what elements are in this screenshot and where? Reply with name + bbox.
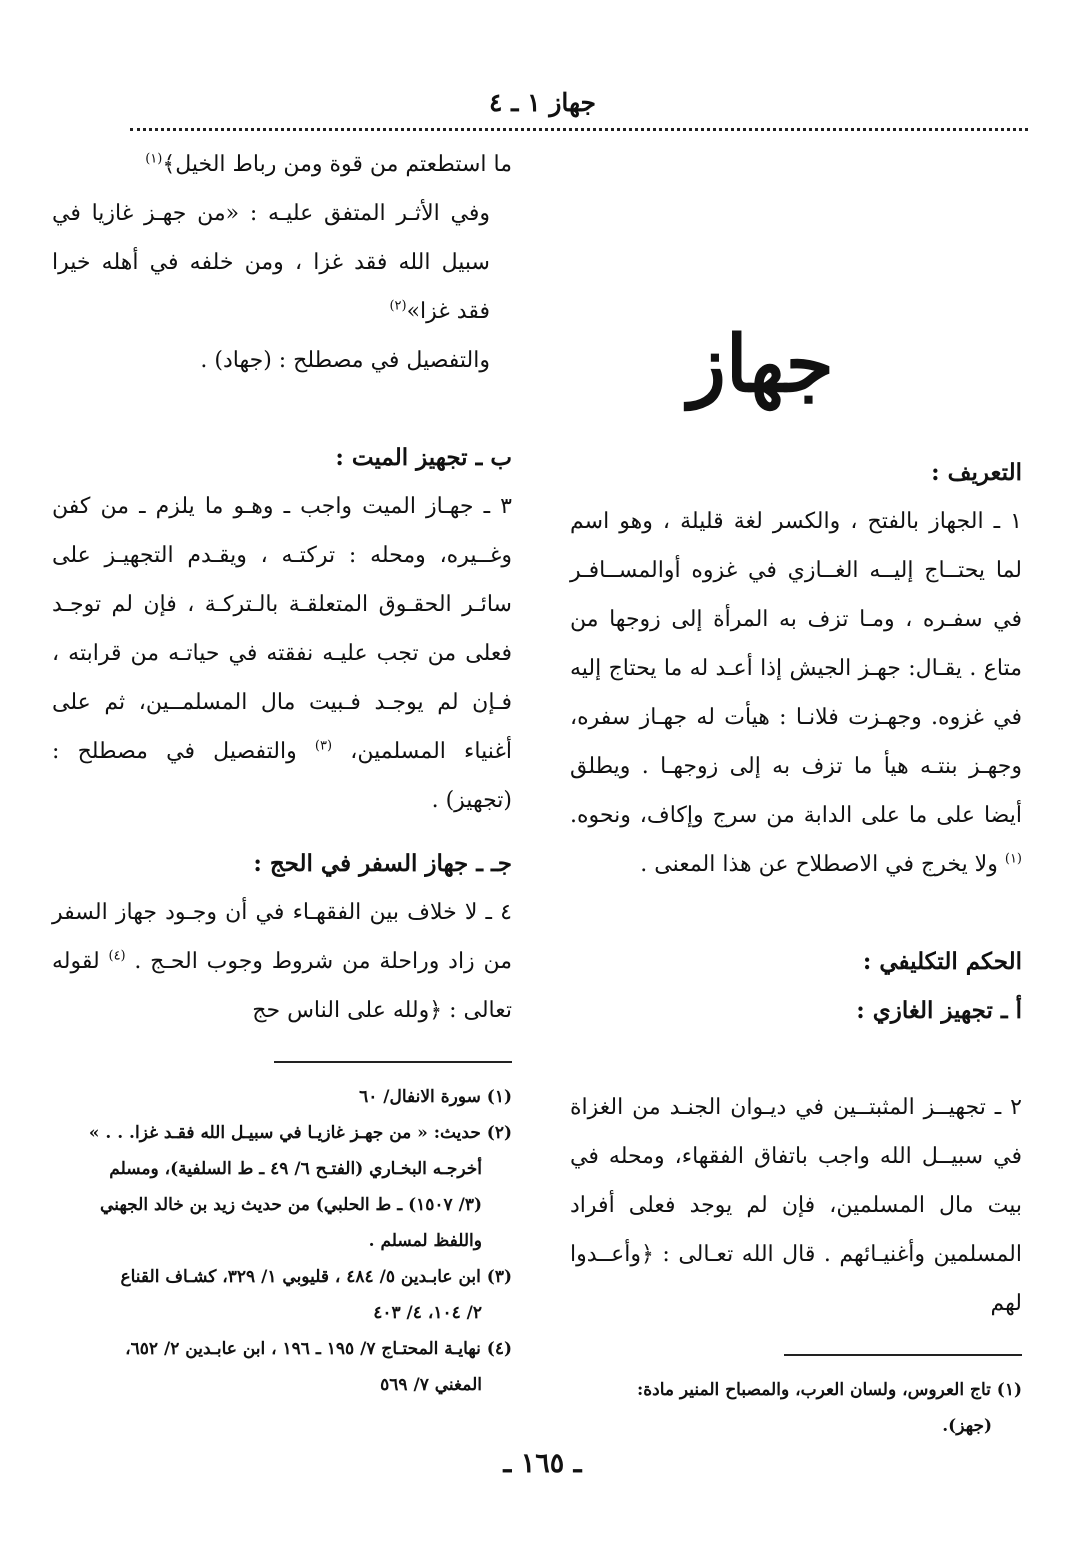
heading-equipping-warrior: أ ـ تجهيز الغازي : (856, 997, 1022, 1024)
footnote-left-3: (٣) ابن عابـدين ٥/ ٤٨٤ ، قليوبي ١/ ٣٢٩، كشـاف القناع (120, 1267, 512, 1287)
paragraph-3 (52, 482, 512, 825)
entry-title: جهاز (688, 319, 834, 410)
footnote-right-1-cont: (جهز). (942, 1416, 992, 1436)
footnote-right-1: (١) تاج العروس، ولسان العرب، والمصباح المنير مادة: (636, 1380, 1022, 1400)
heading-equipping-deceased: ب ـ تجهيز الميت : (335, 444, 512, 471)
heading-ruling: الحكم التكليفي : (862, 948, 1022, 975)
footnote-left-2-line-2: أخرجـه البخـاري (الفتـح ٦/ ٤٩ ـ ط السلفية)، ومسلم (109, 1159, 482, 1179)
footnote-left-2-line-4: واللفظ لمسلم . (368, 1231, 482, 1251)
footnote-ref-left-1: (١) (145, 151, 163, 167)
paragraph-4 (52, 888, 512, 1035)
header-dotted-rule (130, 128, 1028, 131)
paragraph-3-text: ٣ ـ جهـاز الميت واجب ـ وهـو ما يلزم ـ من كفن وغــيره، ومحله : تركتـه ، ويقـدم التجهيـز على سائـر الحقـوق المتعلقـة بالـتركـة ، فإن لم توجـد فعلى من تجب عليـه نفقته في حياتـه من قرابته ، فـإن لم يوجـد فـبيت مال المسلمــين، ثم على أغنياء المسلمين، (52, 494, 512, 764)
quran-continuation (52, 140, 512, 189)
footnote-ref-left-4: (٤) (108, 948, 126, 964)
athar-paragraph (52, 189, 512, 336)
footnote-ref-left-3: (٣) (314, 738, 333, 754)
footnote-separator-left (274, 1061, 512, 1063)
footnote-left-2-line-3: (٣/ ١٥٠٧) ـ ط الحلبي) من حديث زيد بن خالد الجهني (100, 1195, 482, 1215)
paragraph-2: ٢ ـ تجهيــز المثبتــين في ديـوان الجنـد من الغزاة في سبيــل الله واجب باتفاق الفقهاء، ومحله في بيت مال المسلمين، فإن لم يوجد فعلى أفراد المسلمين وأغنيـائهم . قال الله تعـالى : ﴿وأعــدوا لهم (570, 1095, 1022, 1316)
athar-text: وفي الأثـر المتفق عليـه : «من جهـز غازيا في سبيل الله فقد غزا ، ومن خلفه في أهله خيرا فقد غزا» (52, 201, 490, 324)
heading-travel-equipment-hajj: جـ ـ جهاز السفر في الحج : (253, 850, 512, 877)
paragraph-4-end: لقوله تعالى : ﴿ولله على الناس حج (52, 949, 512, 1023)
footnote-left-1: (١) سورة الانفال/ ٦٠ (359, 1087, 512, 1107)
running-header: جهاز ١ ـ ٤ (489, 88, 596, 117)
paragraph-1-text: ١ ـ الجهاز بالفتح ، والكسر لغة قليلة ، وهو اسم لما يحتــاج إليــه الغــازي في غزوه أوالمســافـر في سفـره ، ومـا تزف به المرأة إلى زوجها من متاع . يقـال: جهـز الجيش إذا أعـد له ما يحتاج إليه في غزوه. وجهـزت فلانـا : هيأت له جهـاز سفره، وجهـز بنتـه هيأ ما تزف به إلى زوجهـا . ويطلق أيضا على ما على الدابة من سرج وإكاف، ونحوه. (570, 509, 1022, 828)
quran-continuation-text: ما استطعتم من قوة ومن رباط الخيل﴾ (162, 152, 512, 177)
footnote-separator-right (784, 1354, 1022, 1356)
footnote-left-4-line-2: المغني ٧/ ٥٦٩ (380, 1375, 482, 1395)
paragraph-1 (570, 497, 1022, 889)
heading-definition: التعريف : (931, 459, 1022, 486)
footnote-left-3-line-2: ٢/ ١٠٤، ٤/ ٤٠٣ (373, 1303, 482, 1323)
left-column (52, 140, 512, 1403)
footnote-ref-left-2: (٢) (389, 298, 407, 314)
paragraph-1-end: ولا يخرج في الاصطلاح عن هذا المعنى . (640, 852, 998, 877)
paragraph-4-text: ٤ ـ لا خلاف بين الفقهـاء في أن وجـود جهاز السفر من زاد وراحلة من شروط وجوب الحـج . (52, 900, 512, 974)
paragraph-3-end: والتفصيل في مصطلح : (تجهيز) . (52, 739, 512, 813)
footnote-left-4: (٤) نهايـة المحتـاج ٧/ ١٩٥ ـ ١٩٦ ، ابن عابـدين ٢/ ٦٥٢، (125, 1339, 512, 1359)
right-column (570, 310, 1022, 1444)
detail-reference: والتفصيل في مصطلح : (جهاد) . (200, 348, 490, 373)
page-number: ـ ١٦٥ ـ (503, 1448, 582, 1479)
footnote-ref-1: (١) (1004, 851, 1022, 867)
footnote-left-2: (٢) حديث: « من جهـز غازيـا في سبيـل الله فقـد غزا. . . » (88, 1123, 512, 1143)
